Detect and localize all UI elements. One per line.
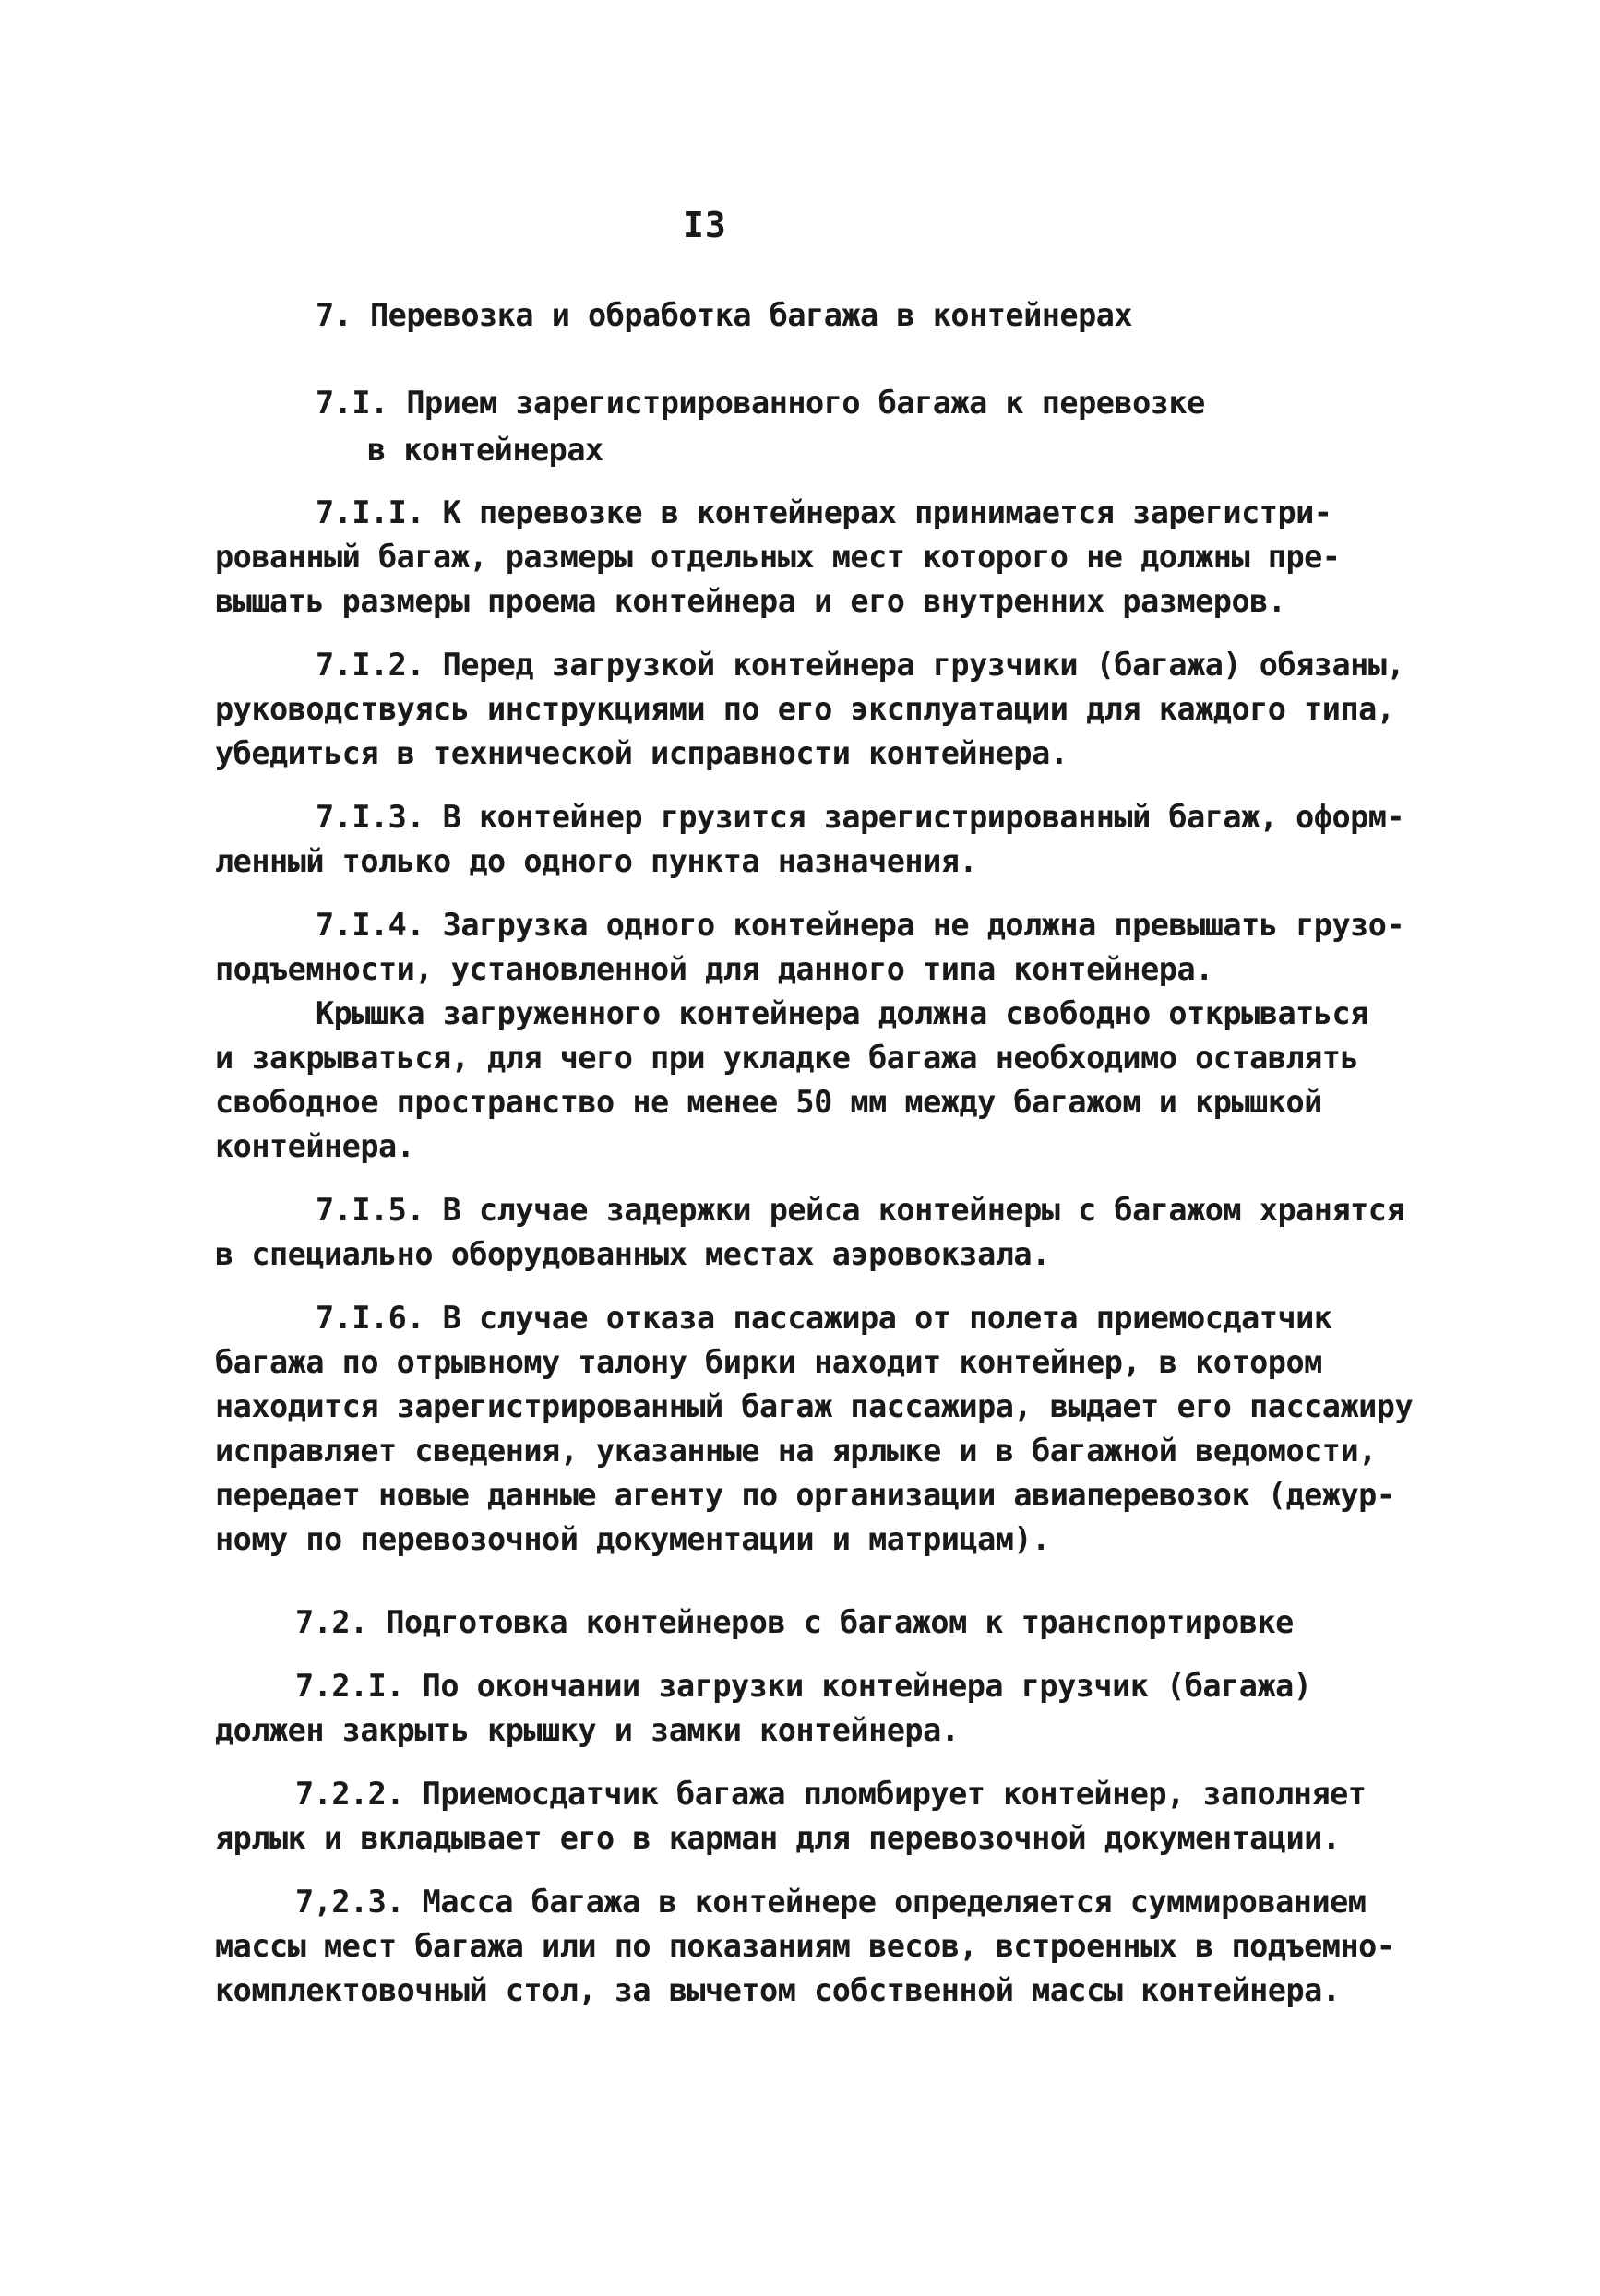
paragraph-7-2-1-line-1: 7.2.I. По окончании загрузки контейнера грузчик (багажа): [295, 1668, 1312, 1704]
paragraph-7-1-6-line-1: 7.I.6. В случае отказа пассажира от полета приемосдатчик: [316, 1300, 1332, 1336]
paragraph-7-1-6-line-3: находится зарегистрированный багаж пассажира, выдает его пассажиру: [215, 1388, 1414, 1424]
paragraph-7-2-3-line-1: 7,2.3. Масса багажа в контейнере определяется суммированием: [295, 1884, 1367, 1920]
paragraph-7-1-1-line-3: вышать размеры проема контейнера и его внутренних размеров.: [215, 583, 1286, 619]
paragraph-7-1-5-line-2: в специально оборудованных местах аэровокзала.: [215, 1236, 1050, 1272]
paragraph-7-1-4-line-2: подъемности, установленной для данного типа контейнера.: [215, 951, 1213, 987]
page-number: I3: [683, 205, 727, 245]
paragraph-7-1-6-line-4: исправляет сведения, указанные на ярлыке и в багажной ведомости,: [215, 1433, 1377, 1469]
paragraph-7-1-4-cont-line-4: контейнера.: [215, 1128, 415, 1164]
paragraph-7-1-4-cont-line-1: Крышка загруженного контейнера должна свободно открываться: [316, 995, 1368, 1031]
paragraph-7-1-4-cont-line-2: и закрываться, для чего при укладке багажа необходимо оставлять: [215, 1040, 1359, 1076]
paragraph-7-1-6-line-2: багажа по отрывному талону бирки находит контейнер, в котором: [215, 1344, 1322, 1380]
paragraph-7-1-4-cont-line-3: свободное пространство не менее 50 мм между багажом и крышкой: [215, 1084, 1322, 1120]
subsection-title-7-1-line-1: 7.I. Прием зарегистрированного багажа к перевозке: [316, 385, 1205, 421]
paragraph-7-1-2-line-1: 7.I.2. Перед загрузкой контейнера грузчики (багажа) обязаны,: [316, 647, 1405, 683]
paragraph-7-1-6-line-6: ному по перевозочной документации и матрицам).: [215, 1521, 1050, 1557]
paragraph-7-1-5-line-1: 7.I.5. В случае задержки рейса контейнеры с багажом хранятся: [316, 1192, 1405, 1228]
paragraph-7-1-4-line-1: 7.I.4. Загрузка одного контейнера не должна превышать грузо-: [316, 907, 1405, 943]
paragraph-7-2-2-line-1: 7.2.2. Приемосдатчик багажа пломбирует контейнер, заполняет: [295, 1776, 1367, 1812]
paragraph-7-1-1-line-1: 7.I.I. К перевозке в контейнерах принимается зарегистри-: [316, 494, 1332, 530]
paragraph-7-1-3-line-1: 7.I.3. В контейнер грузится зарегистрированный багаж, оформ-: [316, 799, 1405, 835]
section-title: 7. Перевозка и обработка багажа в контейнерах: [316, 297, 1133, 333]
paragraph-7-1-1-line-2: рованный багаж, размеры отдельных мест которого не должны пре-: [215, 539, 1341, 575]
subsection-title-7-1-line-2: в контейнерах: [367, 432, 603, 468]
paragraph-7-1-2-line-2: руководствуясь инструкциями по его эксплуатации для каждого типа,: [215, 691, 1395, 727]
paragraph-7-1-3-line-2: ленный только до одного пункта назначения.: [215, 843, 978, 879]
paragraph-7-2-2-line-2: ярлык и вкладывает его в карман для перевозочной документации.: [215, 1820, 1341, 1856]
paragraph-7-1-2-line-3: убедиться в технической исправности контейнера.: [215, 735, 1069, 771]
paragraph-7-2-1-line-2: должен закрыть крышку и замки контейнера.: [215, 1712, 960, 1748]
paragraph-7-2-3-line-2: массы мест багажа или по показаниям весов, встроенных в подъемно-: [215, 1928, 1395, 1964]
paragraph-7-1-6-line-5: передает новые данные агенту по организации авиаперевозок (дежур-: [215, 1477, 1395, 1513]
paragraph-7-2-3-line-3: комплектовочный стол, за вычетом собственной массы контейнера.: [215, 1972, 1341, 2008]
subsection-title-7-2: 7.2. Подготовка контейнеров с багажом к транспортировке: [295, 1604, 1294, 1640]
